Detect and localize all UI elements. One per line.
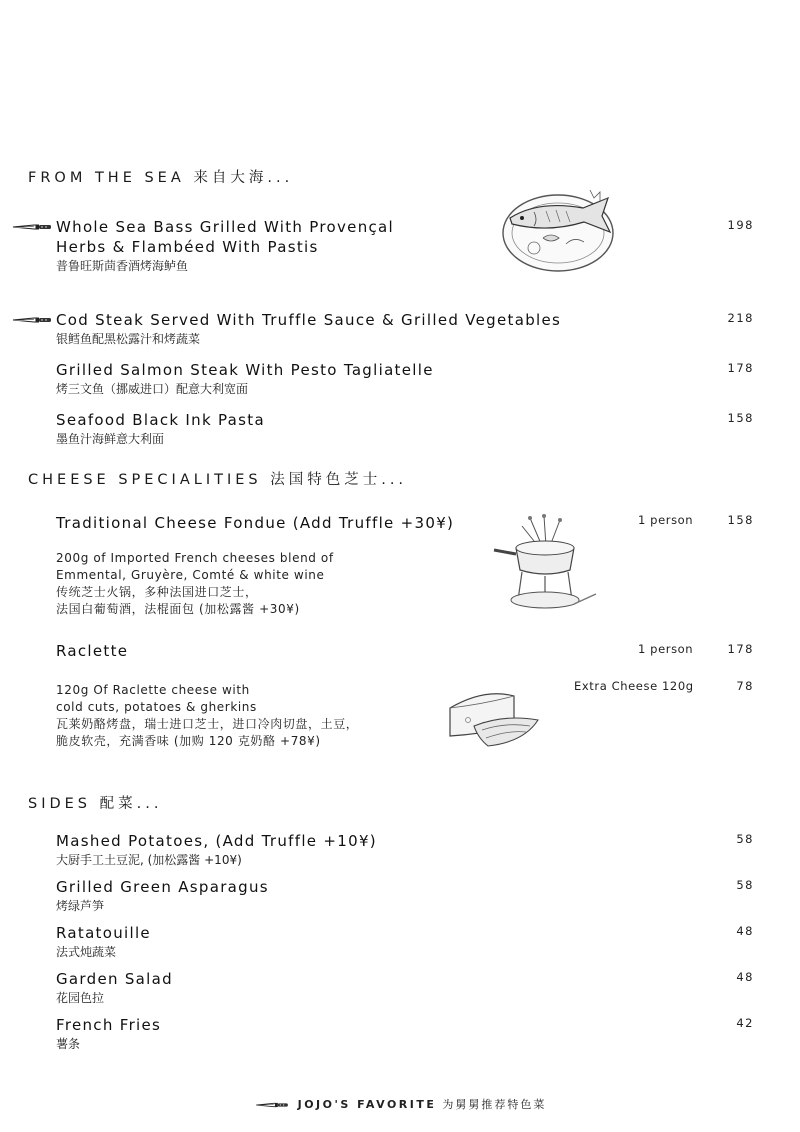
dish-name-cn: 大厨手工土豆泥, (加松露酱 +10¥)	[56, 853, 242, 867]
dish-quantity: 1 person	[638, 513, 694, 527]
dish-name-cn: 普鲁旺斯茴香酒烤海鲈鱼	[56, 259, 189, 273]
dish-description-cn: 瓦莱奶酪烤盘，瑞士进口芝士，进口冷肉切盘，土豆，	[56, 717, 359, 731]
extra-option-label: Extra Cheese 120g	[574, 679, 694, 693]
knife-icon	[254, 1100, 290, 1110]
extra-option-price: 78	[736, 679, 754, 693]
dish-name: Ratatouille	[56, 924, 151, 942]
section-title-sea: FROM THE SEA 来自大海...	[28, 170, 294, 186]
knife-icon	[12, 314, 52, 326]
knife-icon	[12, 221, 52, 233]
dish-name: Garden Salad	[56, 970, 173, 988]
footer-legend	[0, 1096, 800, 1112]
dish-description-cn: 传统芝士火锅，多种法国进口芝士，	[56, 585, 258, 599]
dish-price: 158	[727, 513, 754, 527]
dish-price: 58	[736, 878, 754, 892]
dish-price: 48	[736, 924, 754, 938]
fondue-pot-illustration	[488, 512, 600, 618]
dish-name: French Fries	[56, 1016, 162, 1034]
dish-name: Grilled Green Asparagus	[56, 878, 269, 896]
dish-name: Seafood Black Ink Pasta	[56, 411, 265, 429]
dish-price: 218	[727, 311, 754, 325]
dish-description: cold cuts, potatoes & gherkins	[56, 700, 257, 714]
legend-label-cn: 为舅舅推荐特色菜	[442, 1098, 547, 1111]
grilled-fish-illustration	[498, 178, 618, 278]
dish-name: Whole Sea Bass Grilled With Provençal	[56, 218, 395, 236]
section-title-cheese: CHEESE SPECIALITIES 法国特色芝士...	[28, 472, 408, 488]
dish-name: Grilled Salmon Steak With Pesto Tagliatelle	[56, 361, 434, 379]
dish-name-cn: 薯条	[56, 1037, 81, 1051]
dish-name-cn: 银鳕鱼配黑松露汁和烤蔬菜	[56, 332, 201, 346]
dish-name-cn: 花园色拉	[56, 991, 105, 1005]
dish-name-cn: 墨鱼汁海鲜意大利面	[56, 432, 165, 446]
dish-description: Emmental, Gruyère, Comté & white wine	[56, 568, 325, 582]
section-title-sides: SIDES 配菜...	[28, 796, 163, 812]
dish-description: 120g Of Raclette cheese with	[56, 683, 250, 697]
dish-name: Mashed Potatoes, (Add Truffle +10¥)	[56, 832, 377, 850]
dish-price: 178	[727, 642, 754, 656]
dish-description-cn: 脆皮软壳，充满香味 (加购 120 克奶酪 +78¥)	[56, 734, 321, 748]
legend-label: JOJO'S FAVORITE	[297, 1098, 437, 1111]
dish-quantity: 1 person	[638, 642, 694, 656]
cheese-wedge-illustration	[444, 686, 544, 752]
dish-price: 198	[727, 218, 754, 232]
dish-name: Cod Steak Served With Truffle Sauce & Grilled Vegetables	[56, 311, 562, 329]
dish-name: Traditional Cheese Fondue (Add Truffle +30¥)	[56, 514, 455, 532]
dish-description-cn: 法国白葡萄酒，法棍面包 (加松露酱 +30¥)	[56, 602, 300, 616]
dish-name-cont: Herbs & Flambéed With Pastis	[56, 238, 319, 256]
dish-description: 200g of Imported French cheeses blend of	[56, 551, 334, 565]
dish-name: Raclette	[56, 642, 129, 660]
dish-price: 178	[727, 361, 754, 375]
dish-price: 58	[736, 832, 754, 846]
dish-price: 42	[736, 1016, 754, 1030]
dish-name-cn: 法式炖蔬菜	[56, 945, 117, 959]
dish-price: 158	[727, 411, 754, 425]
dish-price: 48	[736, 970, 754, 984]
dish-name-cn: 烤绿芦笋	[56, 899, 105, 913]
dish-name-cn: 烤三文鱼（挪威进口）配意大利宽面	[56, 382, 249, 396]
